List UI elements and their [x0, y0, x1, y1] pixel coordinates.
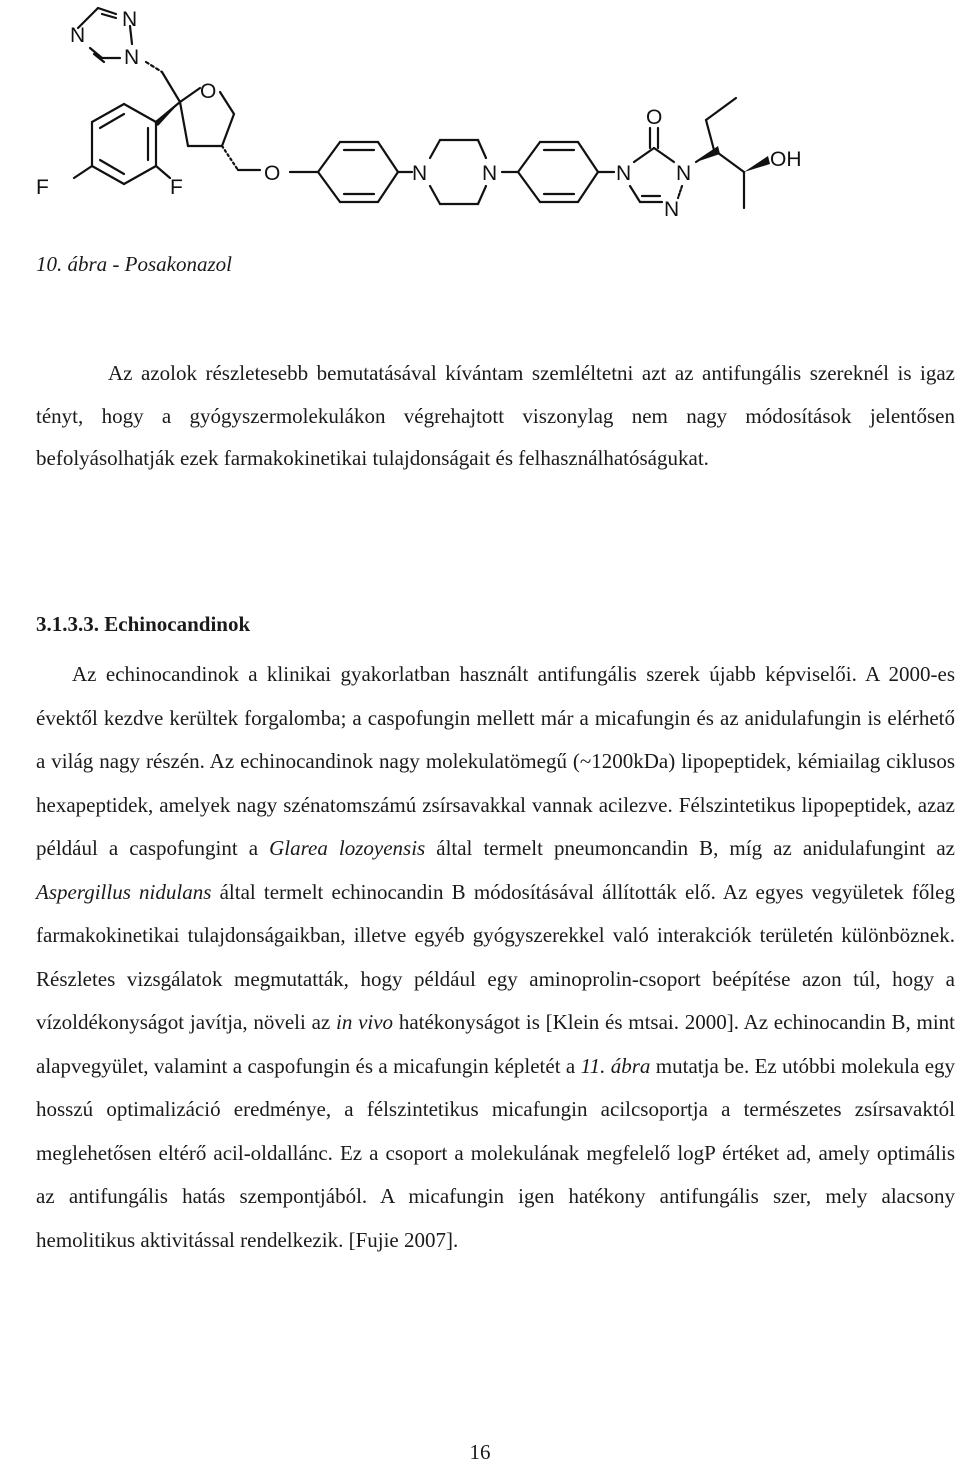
atom-label: OH: [770, 148, 802, 171]
atom-label: N: [616, 162, 632, 185]
bond: [378, 142, 398, 172]
atom-label: N: [124, 46, 140, 69]
atom-label: F: [36, 176, 49, 199]
bond: [430, 140, 440, 158]
paragraph-text: Az echinocandinok a klinikai gyakorlatban használt antifungális szerek újabb képviselői. A 2000-es évektől kezdve kerültek forgalomba; a caspofungin mellett már a micafungin és az anidulafungin is elérhető a világ nagy részén. Az echinocandinok nagy molekulatömegű (~1200kDa) lipopeptidek, kémiailag ciklusos hexapeptidek, amelyek nagy szénatomszámú zsírsavakkal vannak acilezve. Félszintetikus lipopeptidek, azaz például a caspofungint a: [36, 662, 955, 860]
bond: [634, 148, 654, 162]
bond: [318, 172, 340, 202]
atom-label: N: [664, 198, 680, 221]
bond: [518, 172, 540, 202]
atom-label: N: [412, 162, 428, 185]
paragraph-text: mutatja be. Ez utóbbi molekula egy hosszú optimalizáció eredménye, a félszintetikus micafungin acilcsoportja a természetes zsírsavaktól meglehetősen eltérő acil-oldallánc. Ez a csoport a molekulának megfelelő logP értéket ad, amely optimális az antifungális hatás szempontjából. A micafungin igen hatékony antifungális szer, mely alacsony hemolitikus aktivitással rendelkezik. [Fujie 2007].: [36, 1053, 956, 1252]
chemical-structure-drawing: [20, 0, 820, 232]
bond: [478, 140, 486, 158]
bond: [74, 166, 92, 178]
paragraph: Az azolok részletesebb bemutatásával kívántam szemléltetni azt az antifungális szereknél is igaz tényt, hogy a gyógyszermolekulákon végrehajtott viszonylag nem nagy módosítások jelentősen befolyásolhatják ezek farmakokinetikai tulajdonságait és felhasználhatóságukat.: [36, 361, 955, 471]
bond: [706, 120, 714, 150]
bond: [102, 14, 116, 18]
wedge-bond: [696, 146, 720, 162]
bond: [162, 72, 180, 102]
atom-label: O: [200, 80, 217, 103]
bond: [180, 88, 200, 102]
bond: [124, 166, 156, 184]
bond: [92, 166, 124, 184]
bond: [518, 142, 540, 172]
wedge-bond: [154, 102, 180, 126]
species-name: Aspergillus nidulans: [36, 879, 212, 904]
bond: [578, 172, 598, 202]
section-heading: 3.1.3.3. Echinocandinok: [36, 612, 251, 636]
bond: [654, 148, 674, 162]
paragraph-text: által termelt echinocandin B módosításával állították elő. Az egyes vegyületek főleg farmakokinetikai tulajdonságaikban, illetve egyéb gyógyszerekkel való interakciók területén különböznek. Részletes vizsgálatok megmutatták, hogy például egy aminoprolin-csoport beépítése azon túl, hogy a vízoldékonyságot javítja, növeli az: [36, 879, 955, 1034]
paragraph: [36, 653, 955, 1262]
bond: [98, 8, 116, 14]
atom-label: N: [70, 24, 86, 47]
bond: [156, 166, 170, 178]
page-number: 16: [469, 1440, 491, 1464]
latin-term: in vivo: [336, 1010, 394, 1034]
bond: [630, 186, 640, 202]
paragraph-text: által termelt pneumoncandin B, míg az anidulafungint az: [436, 836, 955, 860]
bond: [180, 102, 188, 146]
bond: [478, 186, 486, 204]
bond: [318, 142, 340, 172]
atom-label: N: [122, 8, 138, 31]
species-name: Glarea lozoyensis: [269, 836, 426, 860]
bond: [430, 186, 440, 204]
atom-label: O: [646, 106, 663, 129]
bond: [222, 114, 234, 146]
atom-label: O: [264, 162, 281, 185]
atom-label: F: [170, 176, 183, 199]
bond: [578, 142, 598, 172]
figure-reference: 11. ábra: [580, 1053, 651, 1078]
bond: [378, 172, 398, 202]
bond: [222, 146, 238, 170]
atom-label: N: [676, 162, 692, 185]
bond: [706, 98, 736, 120]
bond: [220, 92, 234, 114]
atom-label: N: [482, 162, 498, 185]
posaconazole-structure-figure: [20, 0, 820, 232]
figure-caption: 10. ábra - Posakonazol: [36, 252, 232, 276]
paragraph-text: hatékonyságot is [Klein és mtsai. 2000]. Az echinocandin B, mint alapvegyület, valamint a caspofungin és a micafungin képletét a: [36, 1010, 956, 1078]
bond: [678, 186, 682, 198]
bond: [124, 104, 156, 122]
bond: [92, 104, 124, 122]
bond: [146, 62, 162, 72]
wedge-bond: [744, 156, 770, 172]
